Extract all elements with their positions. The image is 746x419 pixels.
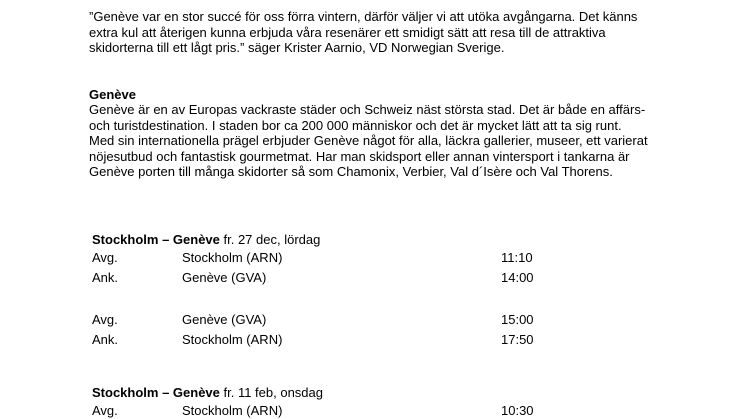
schedule-row — [92, 312, 652, 328]
quote-paragraph: ”Genève var en stor succé för oss förra vintern, därför väljer vi att utöka avgångarna. Det känns extra kul att återigen kunna erbjuda våra resenärer ett smidigt sätt att resa till de attraktiva skidorterna till ett lågt pris.” säger Krister Aarnio, VD Norwegian Sverige. — [89, 9, 638, 56]
schedule-title — [92, 385, 323, 400]
schedule-row — [92, 250, 652, 266]
section-body: Genève är en av Europas vackraste städer och Schweiz näst största stad. Det är både en affärs- och turistdestination. I staden bor ca 200 000 människor och det är mycket lätt att ta sig runt. Med sin internationella prägel erbjuder Genève något för alla, läckra gallerier, museer, ett varierat nöjesutbud och fantastisk gourmetmat. Har man skidsport eller annan vintersport i tankarna är Genève porten till många skidorter så som Chamonix, Verbier, Val d´Isère och Val Thorens. — [89, 102, 648, 180]
flight-time: 14:00 — [501, 270, 534, 285]
airport-name: Genève (GVA) — [182, 312, 267, 327]
schedule-row — [92, 332, 652, 348]
route-dates: fr. 11 feb, onsdag — [219, 385, 324, 400]
route-name: Stockholm – Genève — [92, 232, 220, 247]
departure-label: Avg. — [92, 312, 118, 327]
airport-name: Stockholm (ARN) — [182, 403, 283, 418]
flight-time: 17:50 — [501, 332, 534, 347]
route-dates: fr. 27 dec, lördag — [219, 232, 321, 247]
schedule-row — [92, 403, 652, 419]
airport-name: Genève (GVA) — [182, 270, 267, 285]
airport-name: Stockholm (ARN) — [182, 332, 283, 347]
departure-label: Avg. — [92, 403, 118, 418]
schedule-title — [92, 232, 320, 247]
flight-time: 15:00 — [501, 312, 534, 327]
flight-time: 11:10 — [501, 250, 533, 265]
section-heading: Genève — [89, 87, 136, 102]
flight-time: 10:30 — [501, 403, 534, 418]
airport-name: Stockholm (ARN) — [182, 250, 283, 265]
arrival-label: Ank. — [92, 270, 119, 285]
route-name: Stockholm – Genève — [92, 385, 220, 400]
arrival-label: Ank. — [92, 332, 119, 347]
schedule-row — [92, 270, 652, 286]
departure-label: Avg. — [92, 250, 118, 265]
